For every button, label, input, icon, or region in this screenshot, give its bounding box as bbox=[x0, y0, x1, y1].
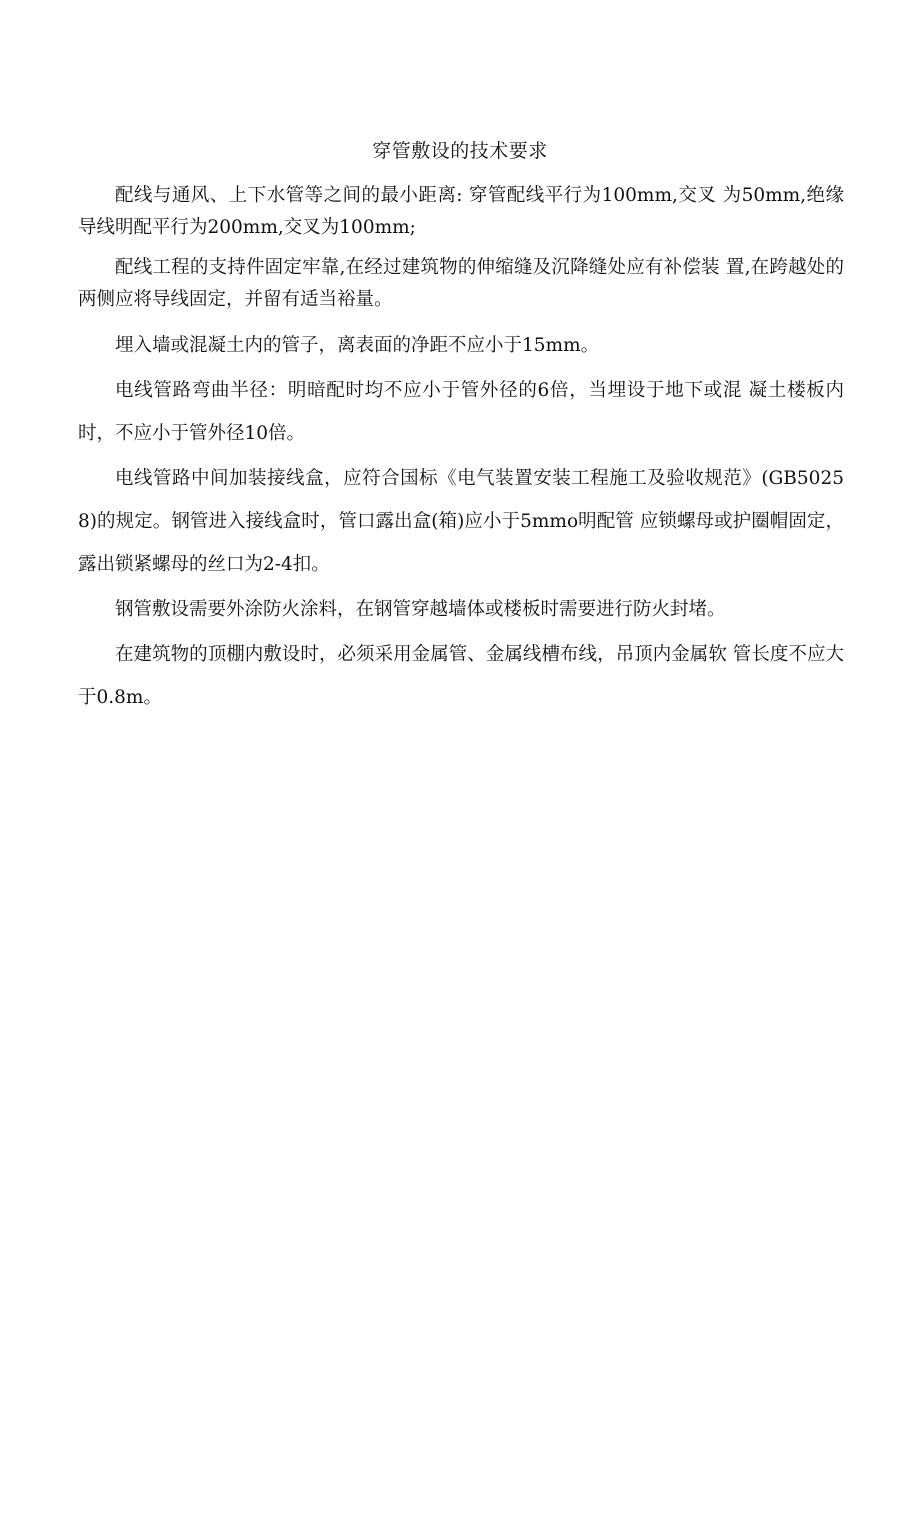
paragraph-min-distance: 配线与通风、上下水管等之间的最小距离: 穿管配线平行为100mm,交叉 为50mm,绝缘导线明配平行为200mm,交叉为100mm; bbox=[78, 185, 844, 238]
document-title: 穿管敷设的技术要求 bbox=[372, 140, 548, 162]
paragraph-fireproofing: 钢管敷设需要外涂防火涂料，在钢管穿越墙体或楼板时需要进行防火封堵。 bbox=[115, 599, 726, 620]
paragraph-embedded-pipe: 埋入墙或混凝土内的管子，离表面的净距不应小于15mm。 bbox=[115, 335, 600, 356]
paragraph-junction-box: 电线管路中间加装接线盒，应符合国标《电气装置安装工程施工及验收规范》(GB50258)的规定。钢管进入接线盒时，管口露出盒(箱)应小于5mmo明配管 应锁螺母或护圈帽固定，露出锁紧螺母的丝口为2-4扣。 bbox=[78, 468, 844, 575]
paragraph-ceiling-wiring: 在建筑物的顶棚内敷设时，必须采用金属管、金属线槽布线，吊顶内金属软 管长度不应大于0.8m。 bbox=[78, 644, 844, 708]
paragraph-support-fixing: 配线工程的支持件固定牢靠,在经过建筑物的伸缩缝及沉降缝处应有补偿装 置,在跨越处的两侧应将导线固定，并留有适当裕量。 bbox=[78, 257, 844, 310]
paragraph-bend-radius: 电线管路弯曲半径：明暗配时均不应小于管外径的6倍，当埋设于地下或混 凝土楼板内时，不应小于管外径10倍。 bbox=[78, 380, 844, 444]
document-body bbox=[78, 180, 844, 721]
